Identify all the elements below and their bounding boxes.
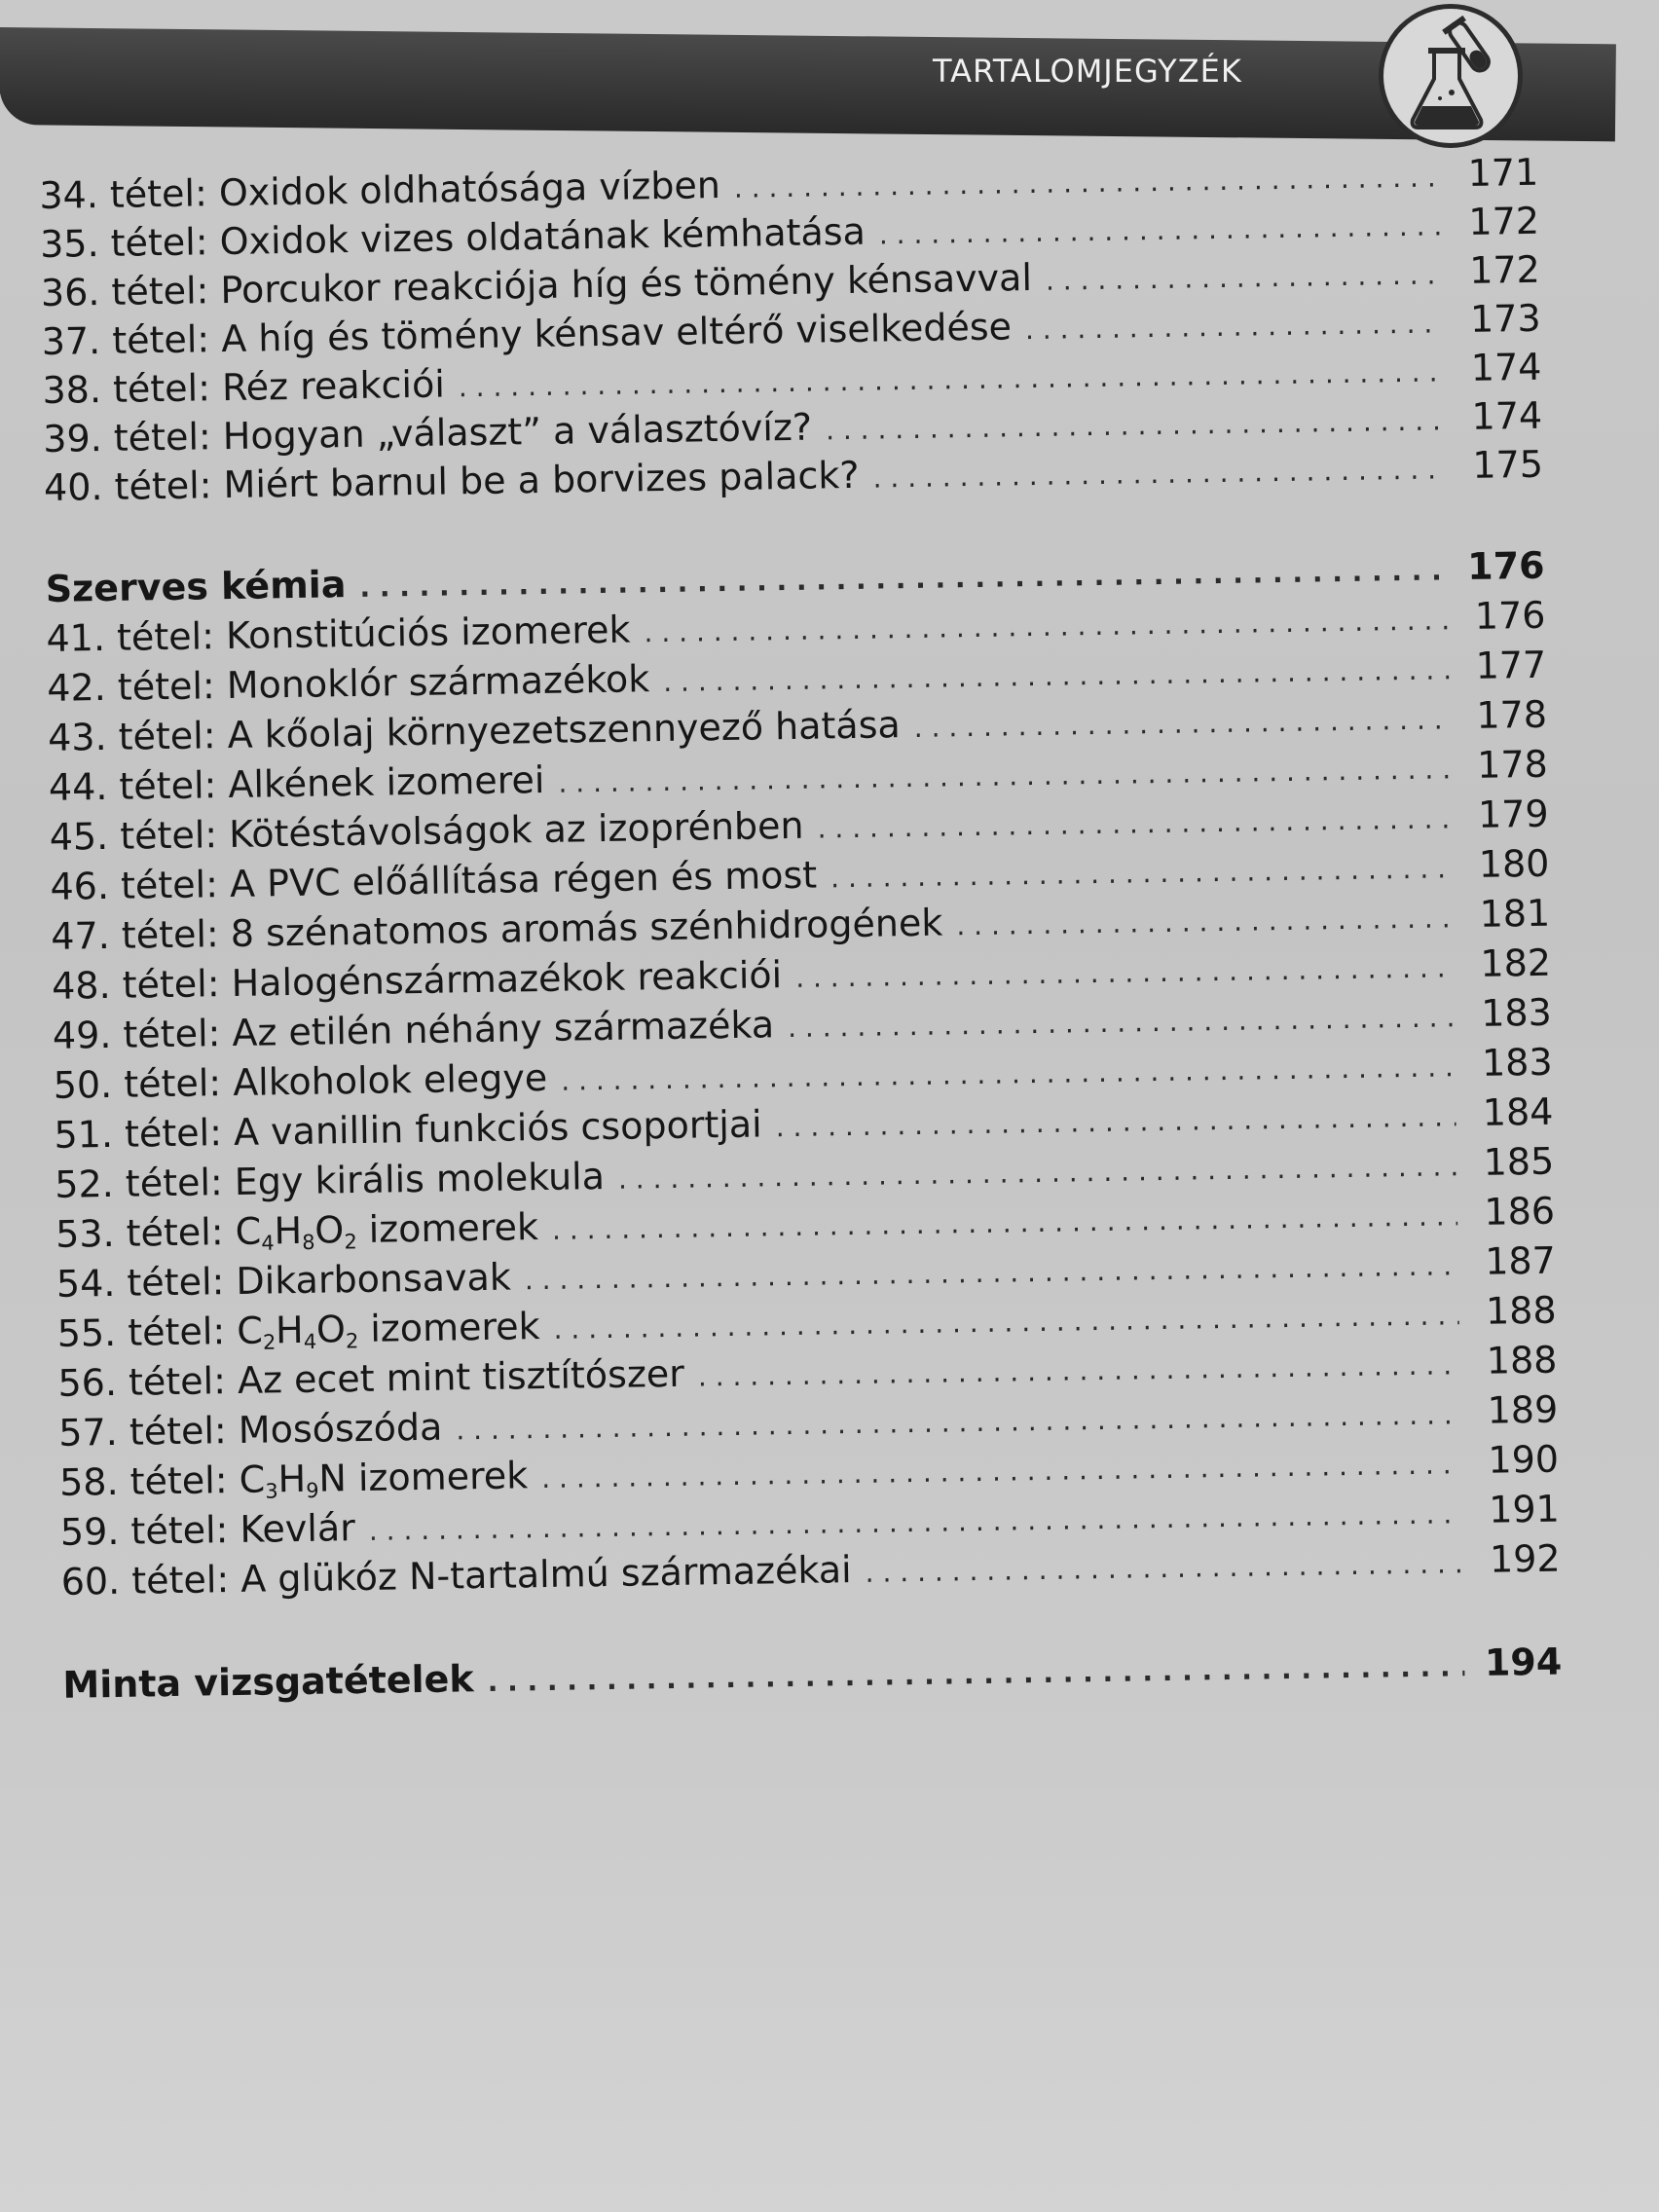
toc-entry-title: 35. tétel: Oxidok vizes oldatának kémhatása bbox=[39, 209, 866, 266]
toc-entry-title: 38. tétel: Réz reakciói bbox=[42, 362, 446, 412]
toc-entry-title: 56. tétel: Az ecet mint tisztítószer bbox=[57, 1351, 685, 1405]
dot-leader bbox=[865, 1539, 1463, 1598]
label-suffix: izomerek bbox=[357, 1305, 540, 1350]
toc-entry-page: 175 bbox=[1472, 442, 1544, 487]
toc-entry-title: 44. tétel: Alkének izomerei bbox=[48, 757, 545, 809]
toc-entry-title: 36. tétel: Porcukor reakciója híg és tömény kénsavval bbox=[40, 255, 1033, 314]
toc-entry-title: 34. tétel: Oxidok oldhatósága vízben bbox=[39, 164, 721, 217]
toc-entry-title: 49. tétel: Az etilén néhány származéka bbox=[52, 1003, 775, 1057]
table-of-contents bbox=[39, 147, 1563, 1707]
toc-entry-title: 48. tétel: Halogénszármazékok reakciói bbox=[51, 953, 783, 1008]
toc-entry-title: 52. tétel: Egy királis molekula bbox=[55, 1155, 606, 1206]
toc-section-exams[interactable] bbox=[62, 1638, 1563, 1714]
toc-entry-page: 188 bbox=[1486, 1338, 1558, 1382]
toc-entry-page: 183 bbox=[1480, 990, 1553, 1035]
toc-entry-page: 171 bbox=[1467, 150, 1539, 195]
toc-entry-page: 192 bbox=[1489, 1536, 1561, 1581]
header-band bbox=[0, 27, 1616, 141]
chemical-formula: $C_2H_4O_2$ bbox=[236, 1308, 359, 1354]
toc-entry-page: 174 bbox=[1471, 393, 1543, 438]
toc-entry-page: 189 bbox=[1487, 1387, 1559, 1432]
toc-entry-title: 57. tétel: Mosószóda bbox=[58, 1405, 443, 1455]
toc-entry-title: 40. tétel: Miért barnul be a borvizes palack? bbox=[43, 453, 860, 509]
chemical-formula: $C_4H_8O_2$ bbox=[235, 1208, 357, 1255]
toc-entry-page: 178 bbox=[1476, 692, 1548, 737]
dot-leader bbox=[872, 445, 1446, 502]
toc-entry-title: 50. tétel: Alkoholok elegye bbox=[53, 1055, 548, 1107]
section-page: 176 bbox=[1466, 543, 1545, 589]
toc-entry-page: 191 bbox=[1488, 1487, 1561, 1531]
toc-entry-page: 179 bbox=[1477, 792, 1549, 836]
flask-icon bbox=[1379, 4, 1523, 148]
label-prefix: 55. tétel: bbox=[56, 1309, 238, 1355]
toc-entry-page: 172 bbox=[1468, 247, 1541, 292]
toc-entry-title: 41. tétel: Konstitúciós izomerek bbox=[46, 608, 631, 660]
toc-entry-page: 185 bbox=[1483, 1139, 1555, 1184]
toc-entry-page: 181 bbox=[1479, 891, 1551, 936]
toc-entry-page: 186 bbox=[1484, 1189, 1556, 1234]
section-title: Szerves kémia bbox=[45, 563, 347, 610]
toc-entry-title: 42. tétel: Monoklór származékok bbox=[46, 657, 650, 710]
toc-entry-page: 176 bbox=[1474, 593, 1546, 638]
toc-entry-page: 183 bbox=[1481, 1040, 1553, 1085]
section-page: 194 bbox=[1484, 1640, 1563, 1684]
toc-entry-title: 60. tétel: A glükóz N-tartalmú származékai bbox=[60, 1548, 852, 1604]
toc-entry-title: 54. tétel: Dikarbonsavak bbox=[55, 1255, 512, 1306]
toc-entry-page: 190 bbox=[1488, 1437, 1560, 1482]
toc-entry-page: 187 bbox=[1484, 1238, 1557, 1283]
toc-entry-page: 180 bbox=[1478, 841, 1550, 886]
toc-entry-title: 43. tétel: A kőolaj környezetszennyező hatása bbox=[47, 703, 902, 759]
toc-entry-title: 46. tétel: A PVC előállítása régen és most bbox=[50, 853, 818, 908]
toc-entry-page: 172 bbox=[1468, 199, 1540, 243]
label-prefix: 58. tétel: bbox=[58, 1457, 240, 1504]
chemical-formula: $C_3H_9N$ bbox=[239, 1456, 348, 1503]
page-title: TARTALOMJEGYZÉK bbox=[933, 53, 1242, 90]
toc-entry-page: 184 bbox=[1482, 1089, 1554, 1134]
toc-entry-page: 188 bbox=[1485, 1288, 1557, 1333]
label-suffix: izomerek bbox=[356, 1205, 539, 1252]
toc-entry-page: 182 bbox=[1480, 940, 1552, 985]
toc-entry-title: 59. tétel: Kevlár bbox=[59, 1506, 356, 1554]
toc-entry-title: 37. tétel: A híg és tömény kénsav eltérő viselkedése bbox=[41, 305, 1013, 363]
label-prefix: 53. tétel: bbox=[55, 1209, 236, 1256]
label-suffix: izomerek bbox=[346, 1454, 529, 1500]
toc-entry-page: 173 bbox=[1469, 296, 1541, 341]
toc-entry-title: 51. tétel: A vanillin funkciós csoportjai bbox=[54, 1102, 763, 1157]
toc-entry-title: 45. tétel: Kötéstávolságok az izoprénben bbox=[49, 803, 804, 859]
toc-entry-page: 174 bbox=[1470, 345, 1542, 389]
toc-entry-title: 39. tétel: Hogyan „választ” a választóvíz? bbox=[42, 405, 813, 461]
toc-entry-page: 178 bbox=[1476, 742, 1549, 787]
section-title: Minta vizsgatételek bbox=[62, 1657, 474, 1707]
dot-leader bbox=[487, 1642, 1464, 1707]
toc-entry-title: 47. tétel: 8 szénatomos aromás szénhidrogének bbox=[51, 901, 943, 958]
toc-entry-page: 177 bbox=[1475, 643, 1547, 687]
